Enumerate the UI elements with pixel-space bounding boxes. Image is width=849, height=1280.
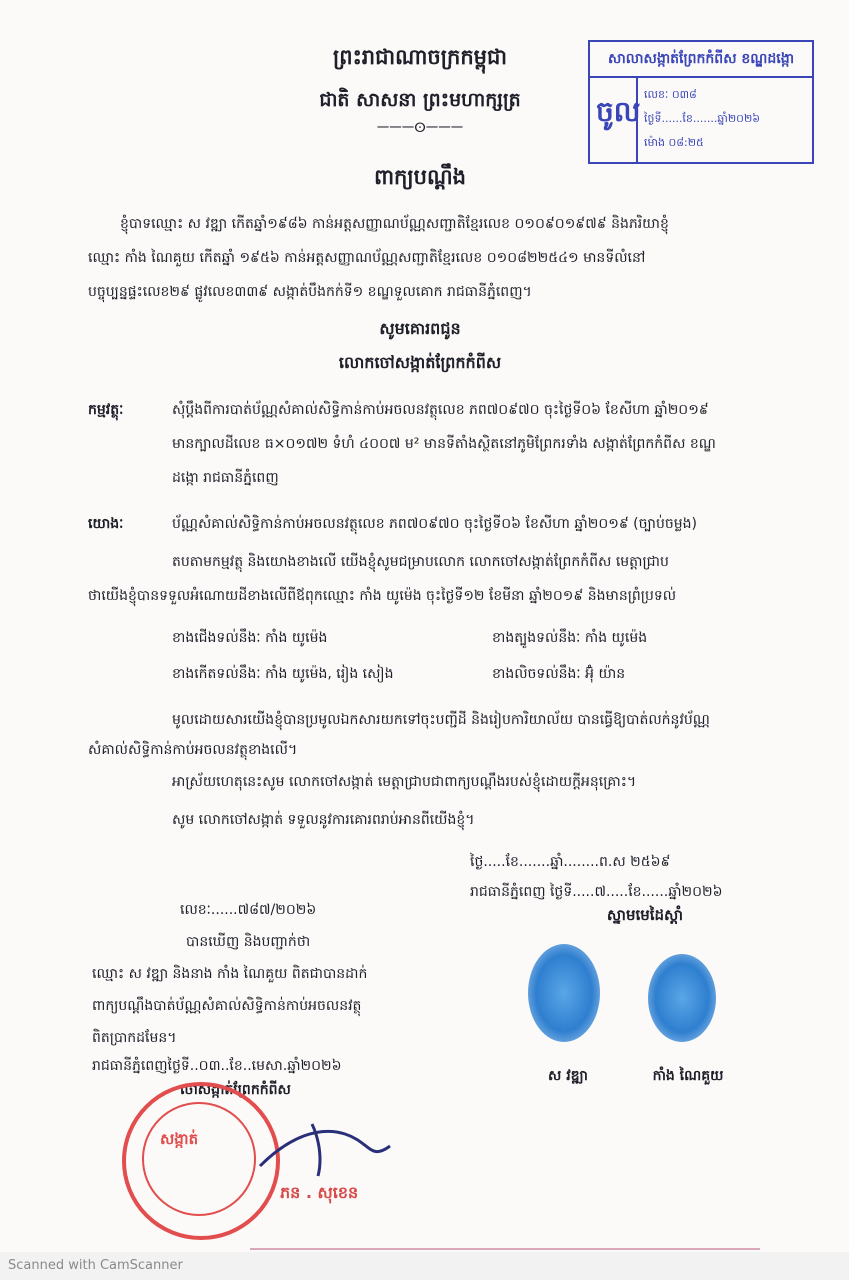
thumbprint-right-name: កាំង ណៃគួយ <box>652 1068 724 1084</box>
subject-line-1: សុំប្ដឹងពីការបាត់ប័ណ្ណសំគាល់សិទ្ធិកាន់កាប់អចលនវត្ថុលេខ ភព៧០៩៧០ ចុះថ្ងៃទី០៦ ខែសីហា ឆ្នាំ២០១៩ <box>172 402 709 418</box>
lunar-date: ថ្ងៃ.....ខែ.......ឆ្នាំ........ព.ស ២៥៦៩ <box>470 854 671 870</box>
kingdom-heading: ព្រះរាជាណាចក្រកម្ពុជា <box>332 45 507 69</box>
national-motto: ជាតិ សាសនា ព្រះមហាក្សត្រ <box>319 89 521 111</box>
seal-inner-ring <box>142 1102 256 1216</box>
stamp-title: សាលាសង្កាត់ព្រែកកំពីស ខណ្ឌដង្កោ <box>590 42 812 78</box>
body-paragraph-2-line-1: មូលដោយសារយើងខ្ញុំបានប្រមូលឯកសារយកទៅចុះបញ្ជីដី និងរៀបការិយាល័យ បានធ្វើឱ្យបាត់លក់នូវប័ណ្ណ <box>172 712 710 728</box>
intro-line-1: ខ្ញុំបាទឈ្មោះ ស វឌ្ឍា កើតឆ្នាំ១៩៨៦ កាន់អត្តសញ្ញាណប័ណ្ណសញ្ជាតិខ្មែរលេខ ០១០៩០១៩៧៩ និងភរិយាខ្ញុំ <box>120 216 669 232</box>
boundary-south: ខាងត្បូងទល់នឹងៈ កាំង យូម៉េង <box>492 630 648 646</box>
boundary-west: ខាងលិចទល់នឹងៈ អ៊ុំ យ៉ាន <box>492 666 626 682</box>
scanner-footer <box>0 1252 849 1280</box>
received-stamp <box>588 40 814 164</box>
certification-line-1: ឈ្មោះ ស វឌ្ឍា និងនាង កាំង ណៃគួយ ពិតជាបានដាក់ <box>92 966 368 982</box>
boundary-east: ខាងកើតទល់នឹងៈ កាំង យូម៉េង, រៀង សៀង <box>172 666 394 682</box>
stamp-mark: ចូល <box>596 95 641 128</box>
left-thumbprint-icon <box>528 944 600 1042</box>
certification-date: រាជធានីភ្នំពេញថ្ងៃទី..០៣..ខែ..មេសា.ឆ្នាំ២០២៦ <box>92 1058 342 1074</box>
body-paragraph-1-line-2: ថាយើងខ្ញុំបានទទួលអំណោយដីខាងលើពីឪពុកឈ្មោះ កាំង យូម៉េង ចុះថ្ងៃទី១២ ខែមីនា ឆ្នាំ២០១៩ និងមានព្រំប្រទល់ <box>88 588 677 604</box>
reference-label: យោងៈ <box>88 516 124 532</box>
document-title: ពាក្យបណ្ដឹង <box>374 165 466 189</box>
respect-line: សូមគោរពជូន <box>379 319 461 338</box>
right-thumbprint-icon <box>648 954 716 1042</box>
subject-line-2: មានក្បាលដីលេខ ធ×០១៧២ ទំហំ ៤០០៧ ម² មានទីតាំងស្ថិតនៅភូមិព្រែករទាំង សង្កាត់ព្រែកកំពីស ខណ្ឌ <box>172 436 716 452</box>
stamp-date-row: ថ្ងៃទី......ខែ.......ឆ្នាំ២០២៦ <box>644 112 761 125</box>
certification-line-3: ពិតប្រាកដមែន។ <box>92 1030 177 1046</box>
reference-text: ប័ណ្ណសំគាល់សិទ្ធិកាន់កាប់អចលនវត្ថុលេខ ភព៧០៩៧០ ចុះថ្ងៃទី០៦ ខែសីហា ឆ្នាំ២០១៩ (ច្បាប់ចម្លង) <box>172 516 697 532</box>
certification-seen: បានឃើញ និងបញ្ជាក់ថា <box>186 934 311 950</box>
subject-label: កម្មវត្ថុៈ <box>88 402 124 418</box>
intro-line-2: ឈ្មោះ កាំង ណៃគួយ កើតឆ្នាំ ១៩៥៦ កាន់អត្តសញ្ញាណប័ណ្ណសញ្ជាតិខ្មែរលេខ ០១០៨២២៥៤១ មានទីលំនៅ <box>88 250 646 266</box>
bottom-rule <box>250 1248 760 1250</box>
thumbprint-heading: ស្នាមមេដៃស្ដាំ <box>606 906 684 924</box>
boundary-north: ខាងជើងទល់នឹងៈ កាំង យូម៉េង <box>172 630 328 646</box>
seal-text-mark: សង្កាត់ <box>160 1130 199 1148</box>
thumbprint-left-name: ស វឌ្ឍា <box>548 1068 588 1084</box>
stamp-time-row: ម៉ោង ០៨:២៥ <box>644 136 704 149</box>
addressee-line: លោកចៅសង្កាត់ព្រែកកំពីស <box>338 353 502 372</box>
solar-date: រាជធានីភ្នំពេញ ថ្ងៃទី.....៧.....ខែ......ឆ្នាំ២០២៦ <box>470 884 723 900</box>
body-paragraph-1-line-1: តបតាមកម្មវត្ថុ និងយោងខាងលើ យើងខ្ញុំសូមជម្រាបលោក លោកចៅសង្កាត់ព្រែកកំពីស មេត្តាជ្រាប <box>172 554 669 570</box>
signature-icon <box>250 1106 400 1186</box>
scanner-label: Scanned with CamScanner <box>8 1258 183 1273</box>
certification-line-2: ពាក្យបណ្ដឹងបាត់ប័ណ្ណសំគាល់សិទ្ធិកាន់កាប់អចលនវត្ថុ <box>92 998 362 1014</box>
body-paragraph-3: អាស្រ័យហេតុនេះសូម លោកចៅសង្កាត់ មេត្តាជ្រាបជាពាក្យបណ្ដឹងរបស់ខ្ញុំដោយក្ដីអនុគ្រោះ។ <box>172 774 637 790</box>
certification-number: លេខៈ......៧៨៧/២០២៦ <box>180 902 317 918</box>
ornament-divider: 𑁋𑁋𑁋ⵙ𑁋𑁋𑁋 <box>376 121 464 136</box>
intro-line-3: បច្ចុប្បន្នផ្ទះលេខ២៩ ផ្លូវលេខ៣៣៩ សង្កាត់បឹងកក់ទី១ ខណ្ឌទួលគោក រាជធានីភ្នំពេញ។ <box>88 284 532 300</box>
subject-line-3: ដង្កោ រាជធានីភ្នំពេញ <box>172 470 279 486</box>
official-name: ភន . សុខេន <box>280 1183 359 1202</box>
certification-office: ចៅសង្កាត់ព្រែកកំពីស <box>180 1082 291 1098</box>
body-paragraph-4: សូម លោកចៅសង្កាត់ ទទួលនូវការគោរពរាប់អានពីយើងខ្ញុំ។ <box>172 812 475 828</box>
body-paragraph-2-line-2: សំគាល់សិទ្ធិកាន់កាប់អចលនវត្ថុខាងលើ។ <box>88 742 298 758</box>
stamp-number-row: លេខៈ ០៣៨ <box>644 88 697 101</box>
